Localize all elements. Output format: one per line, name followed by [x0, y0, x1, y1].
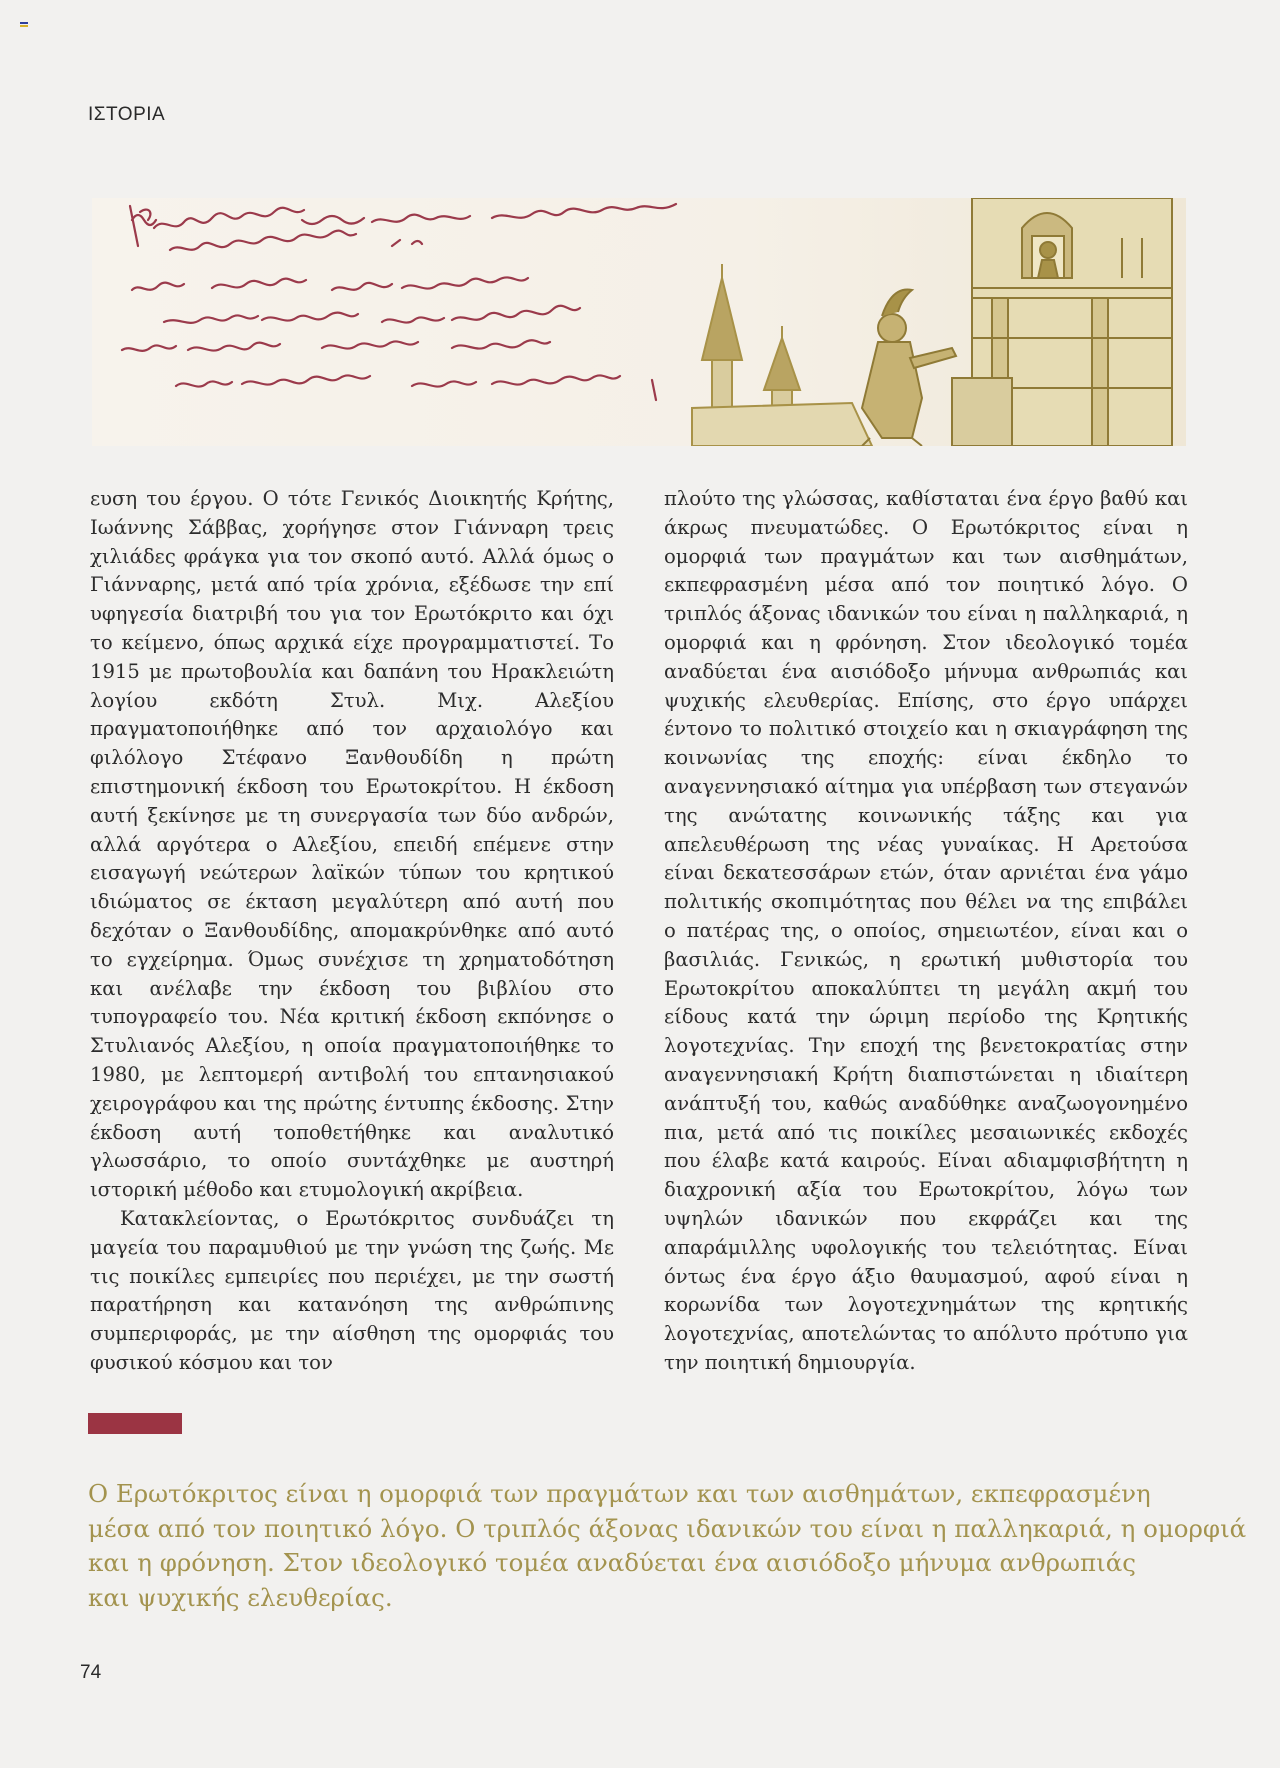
banner-image	[92, 198, 1186, 446]
section-label: ΙΣΤΟΡΙΑ	[88, 104, 166, 125]
pull-quote	[88, 1477, 1247, 1615]
pull-quote-line: και η φρόνηση. Στον ιδεολογικό τομέα αναδύεται ένα αισιόδοξο μήνυμα ανθρωπιάς	[88, 1548, 1136, 1577]
column-left	[90, 485, 614, 1374]
corner-color-mark	[20, 22, 28, 28]
column-right	[664, 485, 1188, 1374]
manuscript-and-engraving-illustration	[92, 198, 1186, 446]
pull-quote-line: και ψυχικής ελευθερίας.	[88, 1582, 393, 1612]
page-number: 74	[80, 1662, 102, 1683]
knight-figure	[862, 290, 956, 446]
accent-bar	[88, 1413, 182, 1434]
engraving-tower-scene	[692, 198, 1172, 446]
pull-quote-line: μέσα από τον ποιητικό λόγο. Ο τριπλός άξονας ιδανικών του είναι η παλληκαριά, η ομορφιά	[88, 1513, 1247, 1543]
pull-quote-line: Ο Ερωτόκριτος είναι η ομορφιά των πραγμάτων και των αισθημάτων, εκπεφρασμένη	[88, 1479, 1151, 1508]
paragraph: Κατακλείοντας, ο Ερωτόκριτος συνδυάζει τη μαγεία του παραμυθιού με την γνώση της ζωής. Με τις ποικίλες εμπειρίες που περιέχει, με την σωστή παρατήρηση και κατανόηση της ανθρώπινης συμπεριφοράς, με την αίσθηση της ομορφιάς του φυσικού κόσμου και τον	[90, 1206, 614, 1374]
tower-with-window	[952, 198, 1172, 446]
manuscript-handwriting	[122, 204, 676, 400]
article-columns	[90, 485, 1188, 1374]
paragraph: ευση του έργου. Ο τότε Γενικός Διοικητής Κρήτης, Ιωάννης Σάββας, χορήγησε στον Γιάνναρη τρεις χιλιάδες φράγκα για τον σκοπό αυτό. Αλλά όμως ο Γιάνναρης, μετά από τρία χρόνια, εξέδωσε την επί υφηγεσία διατριβή του για τον Ερωτόκριτο και όχι το κείμενο, όπως αρχικά είχε προγραμματιστεί. Το 1915 με πρωτοβουλία και δαπάνη του Ηρακλειώτη λογίου εκδότη Στυλ. Μιχ. Αλεξίου πραγματοποιήθηκε από τον αρχαιολόγο και φιλόλογο Στέφανο Ξανθουδίδη η πρώτη επιστημονική έκδοση του Ερωτοκρίτου. Η έκδοση αυτή ξεκίνησε με τη συνεργασία των δύο ανδρών, αλλά αργότερα ο Αλεξίου, επειδή επέμενε στην εισαγωγή νεώτερων λαϊκών τύπων του κρητικού ιδιώματος σε έκταση μεγαλύτερη από αυτή που δεχόταν ο Ξανθουδίδης, απομακρύνθηκε από αυτό το εγχείρημα. Όμως συνέχισε τη χρηματοδότηση και ανέλαβε την έκδοση του βιβλίου στο τυπογραφείο του. Νέα κριτική έκδοση εκπόνησε ο Στυλιανός Αλεξίου, η οποία πραγματοποιήθηκε το 1980, με λεπτομερή αντιβολή του επτανησιακού χειρογράφου και της πρώτης έντυπης έκδοσης. Στην έκδοση αυτή τοποθετήθηκε και αναλυτικό γλωσσάριο, το οποίο συντάχθηκε με αυστηρή ιστορική μέθοδο και ετυμολογική ακρίβεια.	[90, 487, 614, 1202]
paragraph: πλούτο της γλώσσας, καθίσταται ένα έργο βαθύ και άκρως πνευματώδες. Ο Ερωτόκριτος είναι η ομορφιά των πραγμάτων και των αισθημάτων, εκπεφρασμένη μέσα από τον ποιητικό λόγο. Ο τριπλός άξονας ιδανικών του είναι η παλληκαριά, η ομορφιά και η φρόνηση. Στον ιδεολογικό τομέα αναδύεται ένα αισιόδοξο μήνυμα ανθρωπιάς και ψυχικής ελευθερίας. Επίσης, στο έργο υπάρχει έντονο το πολιτικό στοιχείο και η σκιαγράφηση της κοινωνίας της εποχής: είναι έκδηλο το αναγεννησιακό αίτημα για υπέρβαση των στεγανών της ανώτατης κοινωνικής τάξης και για απελευθέρωση της νέας γυναίκας. Η Αρετούσα είναι δεκατεσσάρων ετών, όταν αρνιέται ένα γάμο πολιτικής σκοπιμότητας που θέλει να της επιβάλει ο πατέρας της, ο οποίος, σημειωτέον, είναι και ο βασιλιάς. Γενικώς, η ερωτική μυθιστορία του Ερωτοκρίτου αποκαλύπτει τη μεγάλη ακμή του είδους κατά την ώριμη περίοδο της Κρητικής λογοτεχνίας. Την εποχή της βενετοκρατίας στην αναγεννησιακή Κρήτη διαπιστώνεται η ιδιαίτερη ανάπτυξή του, καθώς αναδύθηκε αναζωογονημένο πια, μετά από τις ποικίλες μεσαιωνικές εκδοχές που έλαβε κατά καιρούς. Είναι αδιαμφισβήτητη η διαχρονική αξία του Ερωτοκρίτου, λόγω των υψηλών ιδανικών που εκφράζει και της απαράμιλλης υφολογικής του τελειότητας. Είναι όντως ένα έργο άξιο θαυμασμού, αφού είναι η κορωνίδα των λογοτεχνημάτων της κρητικής λογοτεχνίας, αποτελώντας το απόλυτο πρότυπο για την ποιητική δημιουργία.	[664, 487, 1188, 1374]
